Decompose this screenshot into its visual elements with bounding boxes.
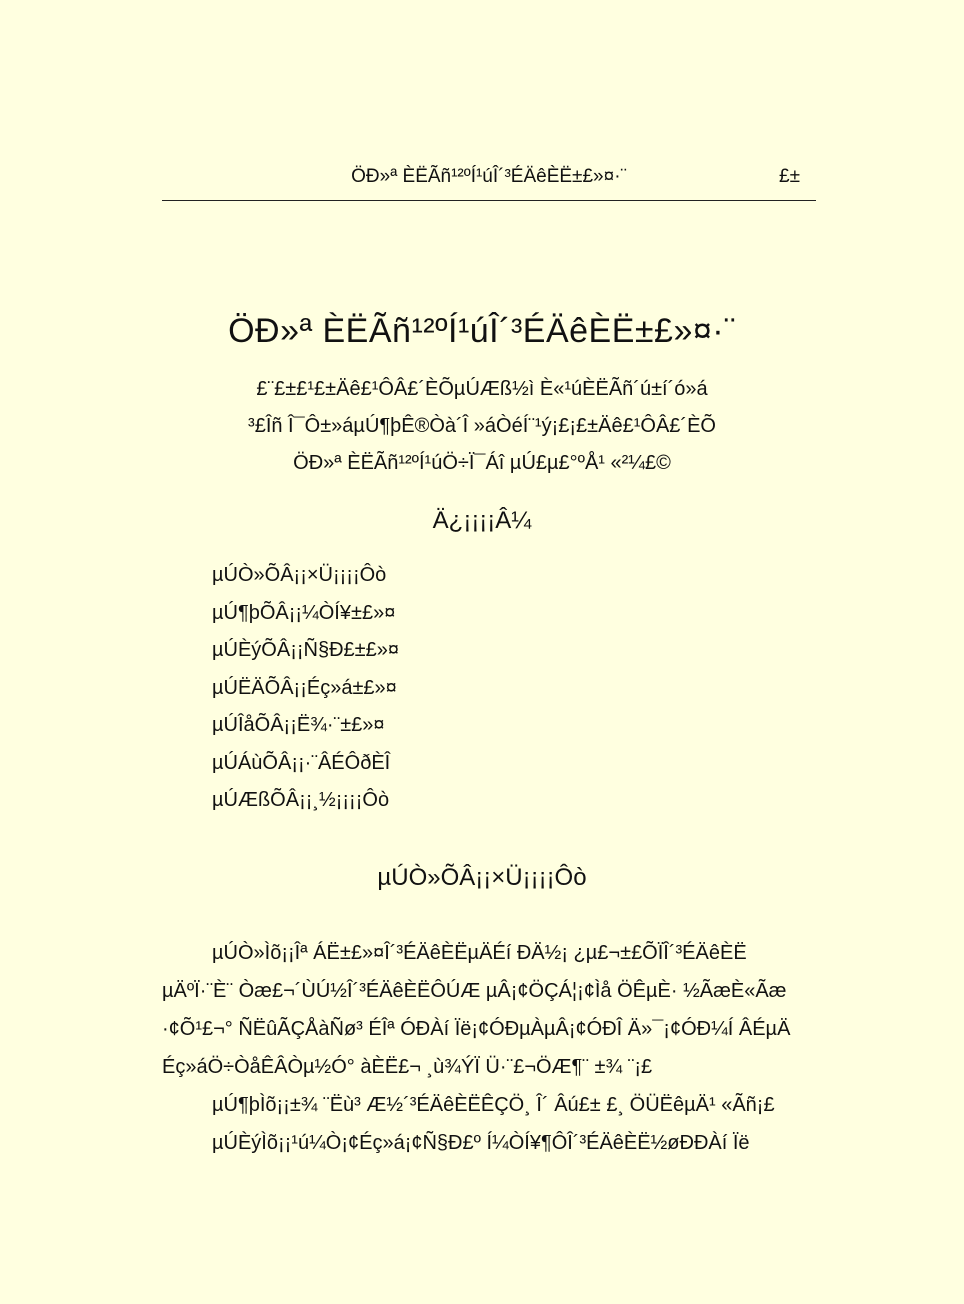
contents-heading: Ä¿¡¡¡¡Â¼ [432,507,532,534]
document-title: ÖÐ»ª ÈËÃñ¹²ºÍ¹úÎ´³ÉÄêÈË±£»¤·¨ [228,312,736,350]
running-header [162,166,816,201]
toc-item: µÚÒ»ÕÂ¡¡×Ü¡¡¡¡Ôò [212,564,387,586]
toc-item: µÚÁùÕÂ¡¡·¨ÂÉÔðÈÎ [212,751,391,774]
toc-item: µÚËÄÕÂ¡¡Éç»á±£»¤ [212,676,397,699]
toc-item: µÚÎåÕÂ¡¡Ë¾·¨±£»¤ [212,714,385,736]
body-text-line: µÚÈýÌõ¡¡¹ú¼Ò¡¢Éç»á¡¢Ñ§Ð£º Í¼ÒÍ¥¶ÔÎ´³ÉÄêÈË½øÐÐÀí Ïë [212,1132,750,1154]
toc-item: µÚÈýÕÂ¡¡Ñ§Ð£±£»¤ [212,639,400,661]
header-title: ÖÐ»ª ÈËÃñ¹²ºÍ¹úÎ´³ÉÄêÈË±£»¤·¨ [351,166,627,187]
toc-item: µÚ¶þÕÂ¡¡¼ÒÍ¥±£»¤ [212,601,396,624]
body-text-line: ·¢Õ¹£¬° ÑËûÃÇÅàÑø³ ÉÎª ÓÐÀí Ïë¡¢ÓÐµÀµÂ¡¢ÓÐÎ Ä»¯¡¢ÓÐ¼Í ÂÉµÄ [162,1018,791,1040]
body-text-line: µÚ¶þÌõ¡¡±¾ ¨Ëù³ Æ½´³ÉÄêÈËÊÇÖ¸ Î´ Âú£± £¸ ÖÜËêµÄ¹ «Ãñ¡£ [212,1094,775,1116]
author-line: £¨£±£¹£±Äê£¹ÔÂ£´ÈÕµÚÆß½ì È«¹úÈËÃñ´ú±í´ó»á [256,378,708,400]
author-line: ³£Îñ Î¯Ô±»áµÚ¶þÊ®Òà´Î »áÒéÍ¨¹ý¡£¡£±Äê£¹ÔÂ£´ÈÕ [248,415,716,437]
table-of-contents [212,564,399,827]
author-line: ÖÐ»ª ÈËÃñ¹²ºÍ¹úÖ÷Ï¯Áî µÚ£µ£°ºÅ¹ «²¼£© [293,452,671,474]
toc-item: µÚÆßÕÂ¡¡¸½¡¡¡¡Ôò [212,789,390,811]
body-text-line: µÄºÏ·¨È¨ Òæ£¬´ÙÚ½Î´³ÉÄêÈËÔÚÆ µÂ¡¢ÖÇÁ¦¡¢Ìå ÖÊµÈ· ½ÃæÈ«Ãæ [162,980,787,1002]
page-number: £± [779,166,800,187]
body-text-line: µÚÒ»Ìõ¡¡Îª ÁË±£»¤Î´³ÉÄêÈËµÄÉí ÐÄ½¡ ¿µ£¬±£ÕÏÎ´³ÉÄêÈË [212,942,747,964]
body-text-line: Éç»áÖ÷ÒåÊÂÒµ½Ó° àÈË£¬ ¸ù¾ÝÏ Ü·¨£¬ÖÆ¶¨ ±¾ ¨¡£ [162,1056,653,1078]
chapter-heading: µÚÒ»ÕÂ¡¡×Ü¡¡¡¡Ôò [377,864,587,891]
